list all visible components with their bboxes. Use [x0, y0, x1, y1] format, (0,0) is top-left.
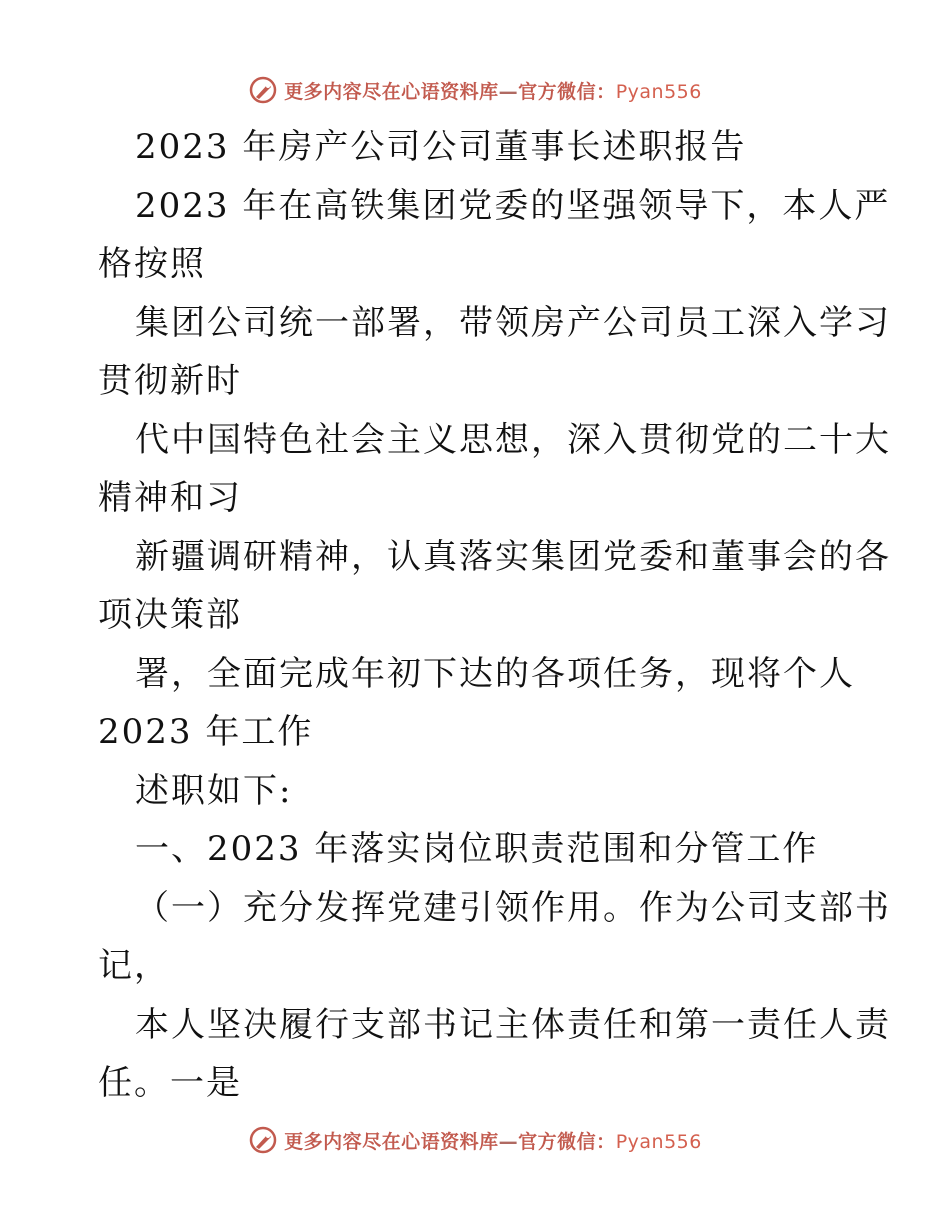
watermark-main: 更多内容尽在心语资料库: [284, 80, 499, 103]
paragraph-line: 任。一是: [98, 1063, 242, 1103]
paragraph-line: 2023 年在高铁集团党委的坚强领导下，本人严: [135, 186, 891, 226]
watermark-main: 更多内容尽在心语资料库: [284, 1130, 499, 1153]
paragraph-line: 记，: [98, 946, 170, 986]
paragraph-line: 精神和习: [98, 478, 242, 518]
paragraph-line: 署，全面完成年初下达的各项任务，现将个人: [135, 654, 855, 694]
paragraph-line: 新疆调研精神，认真落实集团党委和董事会的各: [135, 537, 891, 577]
watermark-official: 官方微信：: [518, 1130, 616, 1153]
paragraph-line: 2023 年工作: [98, 712, 314, 752]
watermark-handle: Pyan556: [615, 80, 702, 103]
watermark-official: 官方微信：: [518, 80, 616, 103]
paragraph-line: 述职如下:: [135, 771, 293, 811]
paragraph-line: 集团公司统一部署，带领房产公司员工深入学习: [135, 303, 891, 343]
document-title: 2023 年房产公司公司董事长述职报告: [135, 127, 747, 167]
footer-watermark: [0, 1120, 950, 1160]
section-heading: 一、2023 年落实岗位职责范围和分管工作: [135, 829, 819, 869]
watermark-handle: Pyan556: [615, 1130, 702, 1153]
paragraph-line: 代中国特色社会主义思想，深入贯彻党的二十大: [135, 420, 891, 460]
watermark-separator: —: [498, 1130, 519, 1153]
paragraph-line: 本人坚决履行支部书记主体责任和第一责任人责: [135, 1005, 891, 1045]
paragraph-line: 格按照: [98, 244, 206, 284]
subsection-heading: （一）充分发挥党建引领作用。作为公司支部书: [135, 888, 891, 928]
paragraph-line: 项决策部: [98, 595, 242, 635]
paragraph-line: 贯彻新时: [98, 361, 242, 401]
watermark-text: [284, 1127, 702, 1154]
watermark-separator: —: [498, 80, 519, 103]
quill-seal-icon: [248, 1125, 278, 1155]
